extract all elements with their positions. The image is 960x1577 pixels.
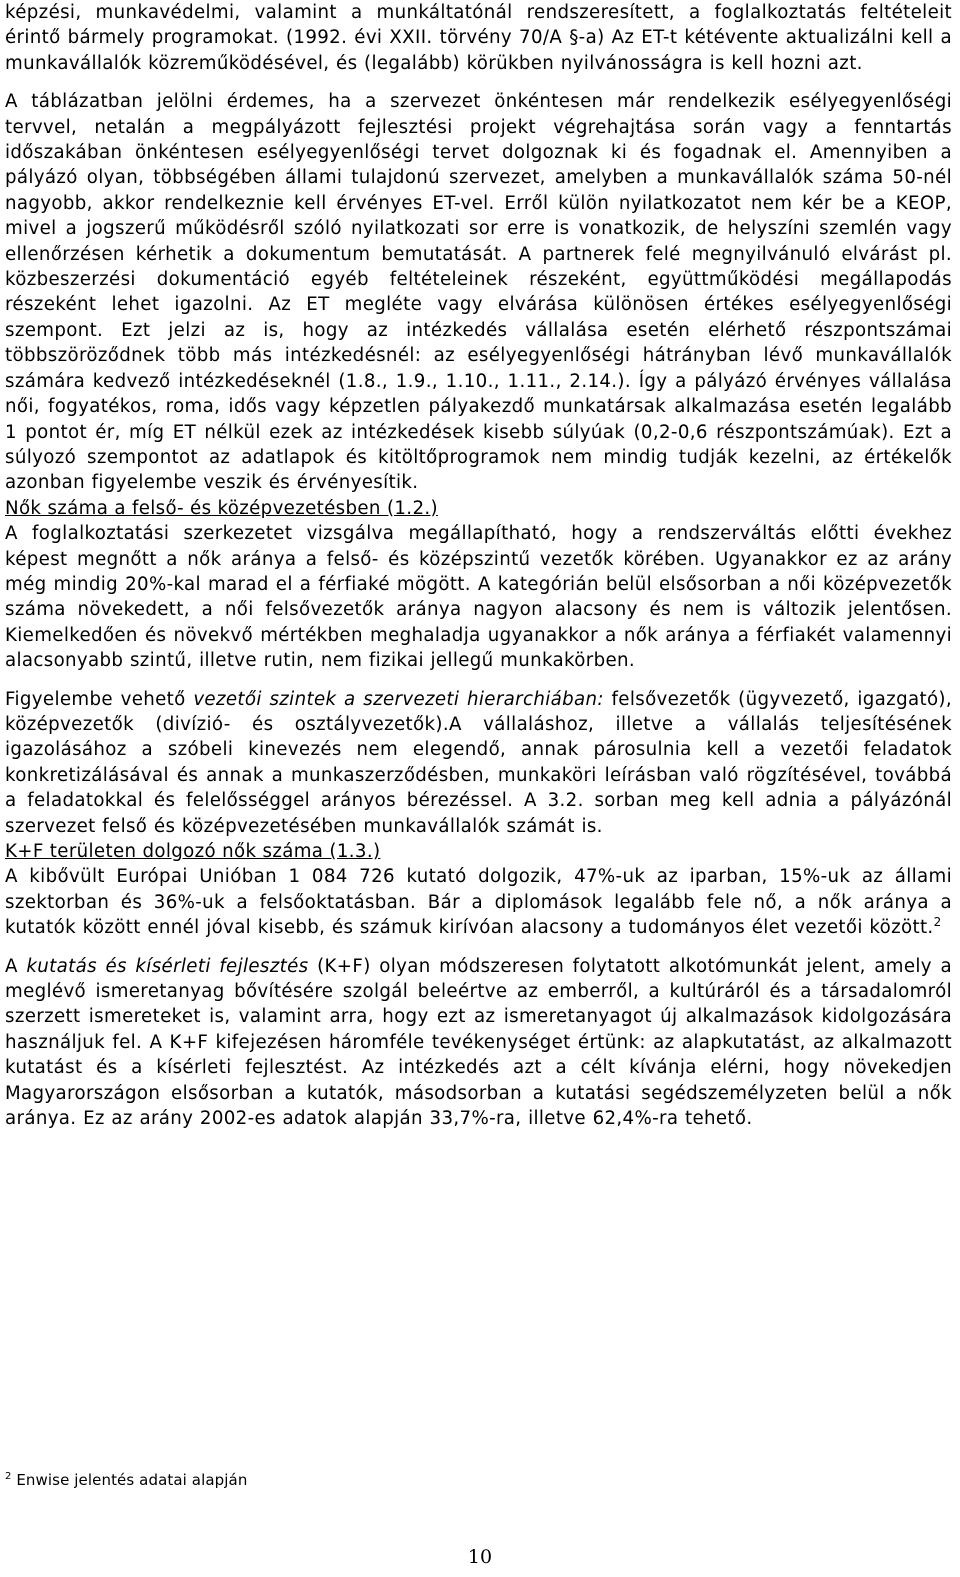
rd-paragraph-2 [5,954,952,1132]
rd-paragraph-1-text: A kibővült Európai Unióban 1 084 726 kutató dolgozik, 47%-uk az iparban, 15%-uk az állami szektorban és 36%-uk a felsőoktatásban. Bár a diplomások legalább fele nő, a nők aránya a kutatók között ennél jóval kisebb, és számuk kirívóan alacsony a tudományos élet vezetői között. [5,866,952,939]
footnote-number: 2 [5,1471,12,1482]
rd-paragraph-1 [5,864,952,940]
leaders-paragraph-2-rest: felsővezetők (ügyvezető, igazgató), középvezetők (divízió- és osztályvezetők).A vállaláshoz, illetve a vállalás teljesítésének igazolásához a szóbeli kinevezés nem elegendő, annak párosulnia kell a vezetői feladatok konkretizálásával és annak a munkaszerződésben, munkaköri leírásban való rögzítésével, továbbá a feladatokkal és felelősséggel arányos bérezéssel. A 3.2. sorban meg kell adnia a pályázónál szervezet felső és középvezetésében munkavállalók számát is. [5,688,952,837]
rd-paragraph-2-rest: (K+F) olyan módszeresen folytatott alkotómunkát jelent, amely a meglévő ismeretanyag bővítésére szolgál beleértve az emberről, a kultúráról és a társadalomról szerzett ismereteket is, valamint arra, hogy ezt az ismeretanyagot új alkalmazások kidolgozására használjuk fel. A K+F kifejezésen háromféle tevékenységet értünk: az alapkutatást, az alkalmazott kutatást és a kísérleti fejlesztést. Az intézkedés azt a célt kívánja elérni, hogy növekedjen Magyarországon elsősorban a kutatók, másodsorban a kutatási segédszemélyzeten belül a nők aránya. Ez az arány 2002-es adatok alapján 33,7%-ra, illetve 62,4%-ra tehető. [5,955,952,1130]
footnote [5,1470,247,1490]
page-number: 10 [467,1546,493,1568]
section-heading-leaders: Nők száma a felső- és középvezetésben (1.2.) [5,497,438,519]
footnote-reference[interactable]: 2 [933,915,942,930]
rd-paragraph-2-lead: A [5,955,27,977]
footnote-text: Enwise jelentés adatai alapján [16,1471,248,1489]
leaders-paragraph-2-lead: Figyelembe vehető [5,688,194,710]
rd-paragraph-2-italic: kutatás és kísérleti fejlesztés [26,955,309,977]
section-heading-rd: K+F területen dolgozó nők száma (1.3.) [5,841,381,862]
intro-paragraph: képzési, munkavédelmi, valamint a munkáltatónál rendszeresített, a foglalkoztatás feltételeit érintő bármely programokat. (1992. évi XXII. törvény 70/A §-a) Az ET-t kétévente aktualizálni kell a munkavállalók közreműködésével, és (legalább) körükben nyilvánosságra is kell hozni azt. [5,2,952,74]
leaders-paragraph-2-italic: vezetői szintek a szervezeti hierarchiában: [193,688,604,710]
table-marking-paragraph: A táblázatban jelölni érdemes, ha a szervezet önkéntesen már rendelkezik esélyegyenlőségi tervvel, netalán a megpályázott fejlesztési projekt végrehajtása során vagy a fenntartás időszakában önkéntesen esélyegyenlőségi tervet dolgoznak ki és fogadnak el. Amennyiben a pályázó olyan, többségében állami tulajdonú szervezet, amelyben a munkavállalók száma 50-nél nagyobb, akkor rendelkeznie kell érvényes ET-vel. Erről külön nyilatkozatot nem kér be a KEOP, mivel a jogszerű működésről szóló nyilatkozati sor erre is vonatkozik, de helyszíni szemlén vagy ellenőrzésen kérhetik a dokumentum bemutatását. A partnerek felé megnyilvánuló elvárást pl. közbeszerzési dokumentáció egyéb feltételeinek részeként, együttműködési megállapodás részeként lehet igazolni. Az ET megléte vagy elvárása különösen értékes esélyegyenlőségi szempont. Ezt jelzi az is, hogy az intézkedés vállalása esetén elérhető részpontszámai többszöröződnek több más intézkedésnél: az esélyegyenlőségi hátrányban lévő munkavállalók számára kedvező intézkedéseknél (1.8., 1.9., 1.10., 1.11., 2.14.). Így a pályázó érvényes vállalása női, fogyatékos, roma, idős vagy képzetlen pályakezdő munkatársak alkalmazása esetén legalább 1 pontot ér, míg ET nélkül ezek az intézkedések kisebb súlyúak (0,2-0,6 részpontszámúak). Ezt a súlyozó szempontot az adatlapok és kitöltőprogramok nem mindig tudják kezelni, az értékelők azonban figyelembe veszik és érvényesítik. [5,91,952,494]
leaders-paragraph-2 [5,687,952,839]
leaders-paragraph-1: A foglalkoztatási szerkezetet vizsgálva megállapítható, hogy a rendszerváltás előtti évekhez képest megnőtt a nők aránya a felső- és középszintű vezetők körében. Ugyanakkor ez az arány még mindig 20%-kal marad el a férfiaké mögött. A kategórián belül elsősorban a női középvezetők száma növekedett, a női felsővezetők aránya nagyon alacsony és nem is változik jelentősen. Kiemelkedően és növekvő mértékben meghaladja ugyanakkor a nők aránya a férfiakét valamennyi alacsonyabb szintű, illetve rutin, nem fizikai jellegű munkakörben. [5,523,952,672]
document-page [5,0,952,1131]
